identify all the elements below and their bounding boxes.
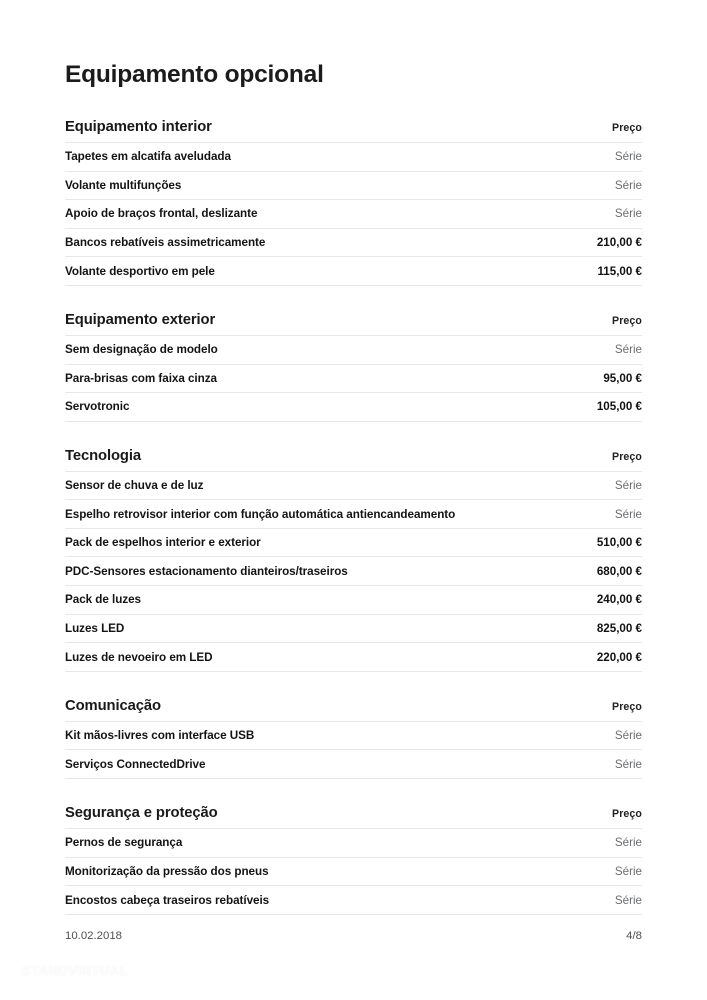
equipment-name: Luzes de nevoeiro em LED bbox=[65, 650, 213, 664]
equipment-name: Sem designação de modelo bbox=[65, 343, 218, 357]
page-title: Equipamento opcional bbox=[65, 61, 324, 88]
equipment-section bbox=[65, 312, 642, 422]
section-rows bbox=[65, 142, 642, 286]
section-rows bbox=[65, 471, 642, 672]
table-row bbox=[65, 722, 642, 751]
equipment-section bbox=[65, 805, 642, 915]
section-title: Equipamento exterior bbox=[65, 311, 216, 328]
equipment-price: 220,00 € bbox=[596, 650, 642, 664]
equipment-section bbox=[65, 698, 642, 779]
page-footer bbox=[65, 930, 642, 942]
table-row bbox=[65, 365, 642, 394]
equipment-name: Bancos rebatíveis assimetricamente bbox=[65, 236, 266, 250]
page-content bbox=[65, 0, 642, 915]
equipment-price: 105,00 € bbox=[596, 400, 642, 414]
price-column-header: Preço bbox=[612, 450, 642, 463]
section-rows bbox=[65, 828, 642, 915]
equipment-name: Sensor de chuva e de luz bbox=[65, 478, 204, 492]
price-column-header: Preço bbox=[612, 700, 642, 713]
table-row bbox=[65, 643, 642, 672]
section-header bbox=[65, 312, 642, 335]
equipment-name: Servotronic bbox=[65, 400, 130, 414]
table-row bbox=[65, 143, 642, 172]
price-column-header: Preço bbox=[612, 808, 642, 821]
equipment-price: 510,00 € bbox=[596, 536, 642, 550]
equipment-section bbox=[65, 119, 642, 286]
section-title: Tecnologia bbox=[65, 447, 142, 464]
table-row bbox=[65, 472, 642, 501]
equipment-standard-badge: Série bbox=[614, 893, 642, 907]
section-rows bbox=[65, 721, 642, 779]
table-row bbox=[65, 172, 642, 201]
equipment-name: Kit mãos-livres com interface USB bbox=[65, 729, 255, 743]
table-row bbox=[65, 257, 642, 286]
equipment-price: 95,00 € bbox=[603, 371, 642, 385]
equipment-standard-badge: Série bbox=[614, 729, 642, 743]
equipment-standard-badge: Série bbox=[614, 757, 642, 771]
equipment-price: 680,00 € bbox=[596, 564, 642, 578]
table-row bbox=[65, 586, 642, 615]
equipment-standard-badge: Série bbox=[614, 864, 642, 878]
table-row bbox=[65, 615, 642, 644]
equipment-standard-badge: Série bbox=[614, 507, 642, 521]
equipment-name: Serviços ConnectedDrive bbox=[65, 757, 206, 771]
table-row bbox=[65, 529, 642, 558]
equipment-name: Para-brisas com faixa cinza bbox=[65, 371, 217, 385]
watermark: STANDVIRTUAL bbox=[22, 963, 129, 978]
table-row bbox=[65, 393, 642, 422]
equipment-price: 825,00 € bbox=[596, 621, 642, 635]
equipment-price: 115,00 € bbox=[597, 264, 642, 278]
equipment-name: Pack de luzes bbox=[65, 593, 142, 607]
equipment-price: 240,00 € bbox=[596, 593, 642, 607]
equipment-name: PDC-Sensores estacionamento dianteiros/traseiros bbox=[65, 564, 348, 578]
table-row bbox=[65, 886, 642, 915]
equipment-name: Apoio de braços frontal, deslizante bbox=[65, 207, 258, 221]
section-header bbox=[65, 448, 642, 471]
section-title: Equipamento interior bbox=[65, 118, 212, 135]
equipment-sections bbox=[65, 119, 642, 915]
section-title: Segurança e proteção bbox=[65, 805, 218, 822]
price-column-header: Preço bbox=[612, 121, 642, 134]
equipment-name: Tapetes em alcatifa aveludada bbox=[65, 150, 231, 164]
table-row bbox=[65, 229, 642, 258]
section-header bbox=[65, 805, 642, 828]
table-row bbox=[65, 200, 642, 229]
equipment-name: Volante desportivo em pele bbox=[65, 264, 215, 278]
equipment-standard-badge: Série bbox=[614, 343, 642, 357]
section-header bbox=[65, 119, 642, 142]
equipment-name: Espelho retrovisor interior com função automática antiencandeamento bbox=[65, 507, 456, 521]
equipment-standard-badge: Série bbox=[614, 150, 642, 164]
equipment-standard-badge: Série bbox=[614, 178, 642, 192]
equipment-standard-badge: Série bbox=[614, 207, 642, 221]
footer-date: 10.02.2018 bbox=[65, 930, 123, 942]
price-column-header: Preço bbox=[612, 314, 642, 327]
footer-page-number: 4/8 bbox=[626, 930, 642, 942]
equipment-name: Pack de espelhos interior e exterior bbox=[65, 536, 261, 550]
equipment-standard-badge: Série bbox=[614, 478, 642, 492]
section-rows bbox=[65, 335, 642, 422]
equipment-standard-badge: Série bbox=[614, 836, 642, 850]
section-header bbox=[65, 698, 642, 721]
section-title: Comunicação bbox=[65, 697, 161, 714]
equipment-name: Pernos de segurança bbox=[65, 836, 183, 850]
table-row bbox=[65, 557, 642, 586]
equipment-price: 210,00 € bbox=[596, 236, 642, 250]
table-row bbox=[65, 750, 642, 779]
table-row bbox=[65, 829, 642, 858]
equipment-section bbox=[65, 448, 642, 672]
equipment-name: Volante multifunções bbox=[65, 178, 182, 192]
table-row bbox=[65, 858, 642, 887]
equipment-name: Monitorização da pressão dos pneus bbox=[65, 864, 269, 878]
table-row bbox=[65, 336, 642, 365]
table-row bbox=[65, 500, 642, 529]
equipment-name: Encostos cabeça traseiros rebatíveis bbox=[65, 893, 270, 907]
equipment-name: Luzes LED bbox=[65, 621, 125, 635]
